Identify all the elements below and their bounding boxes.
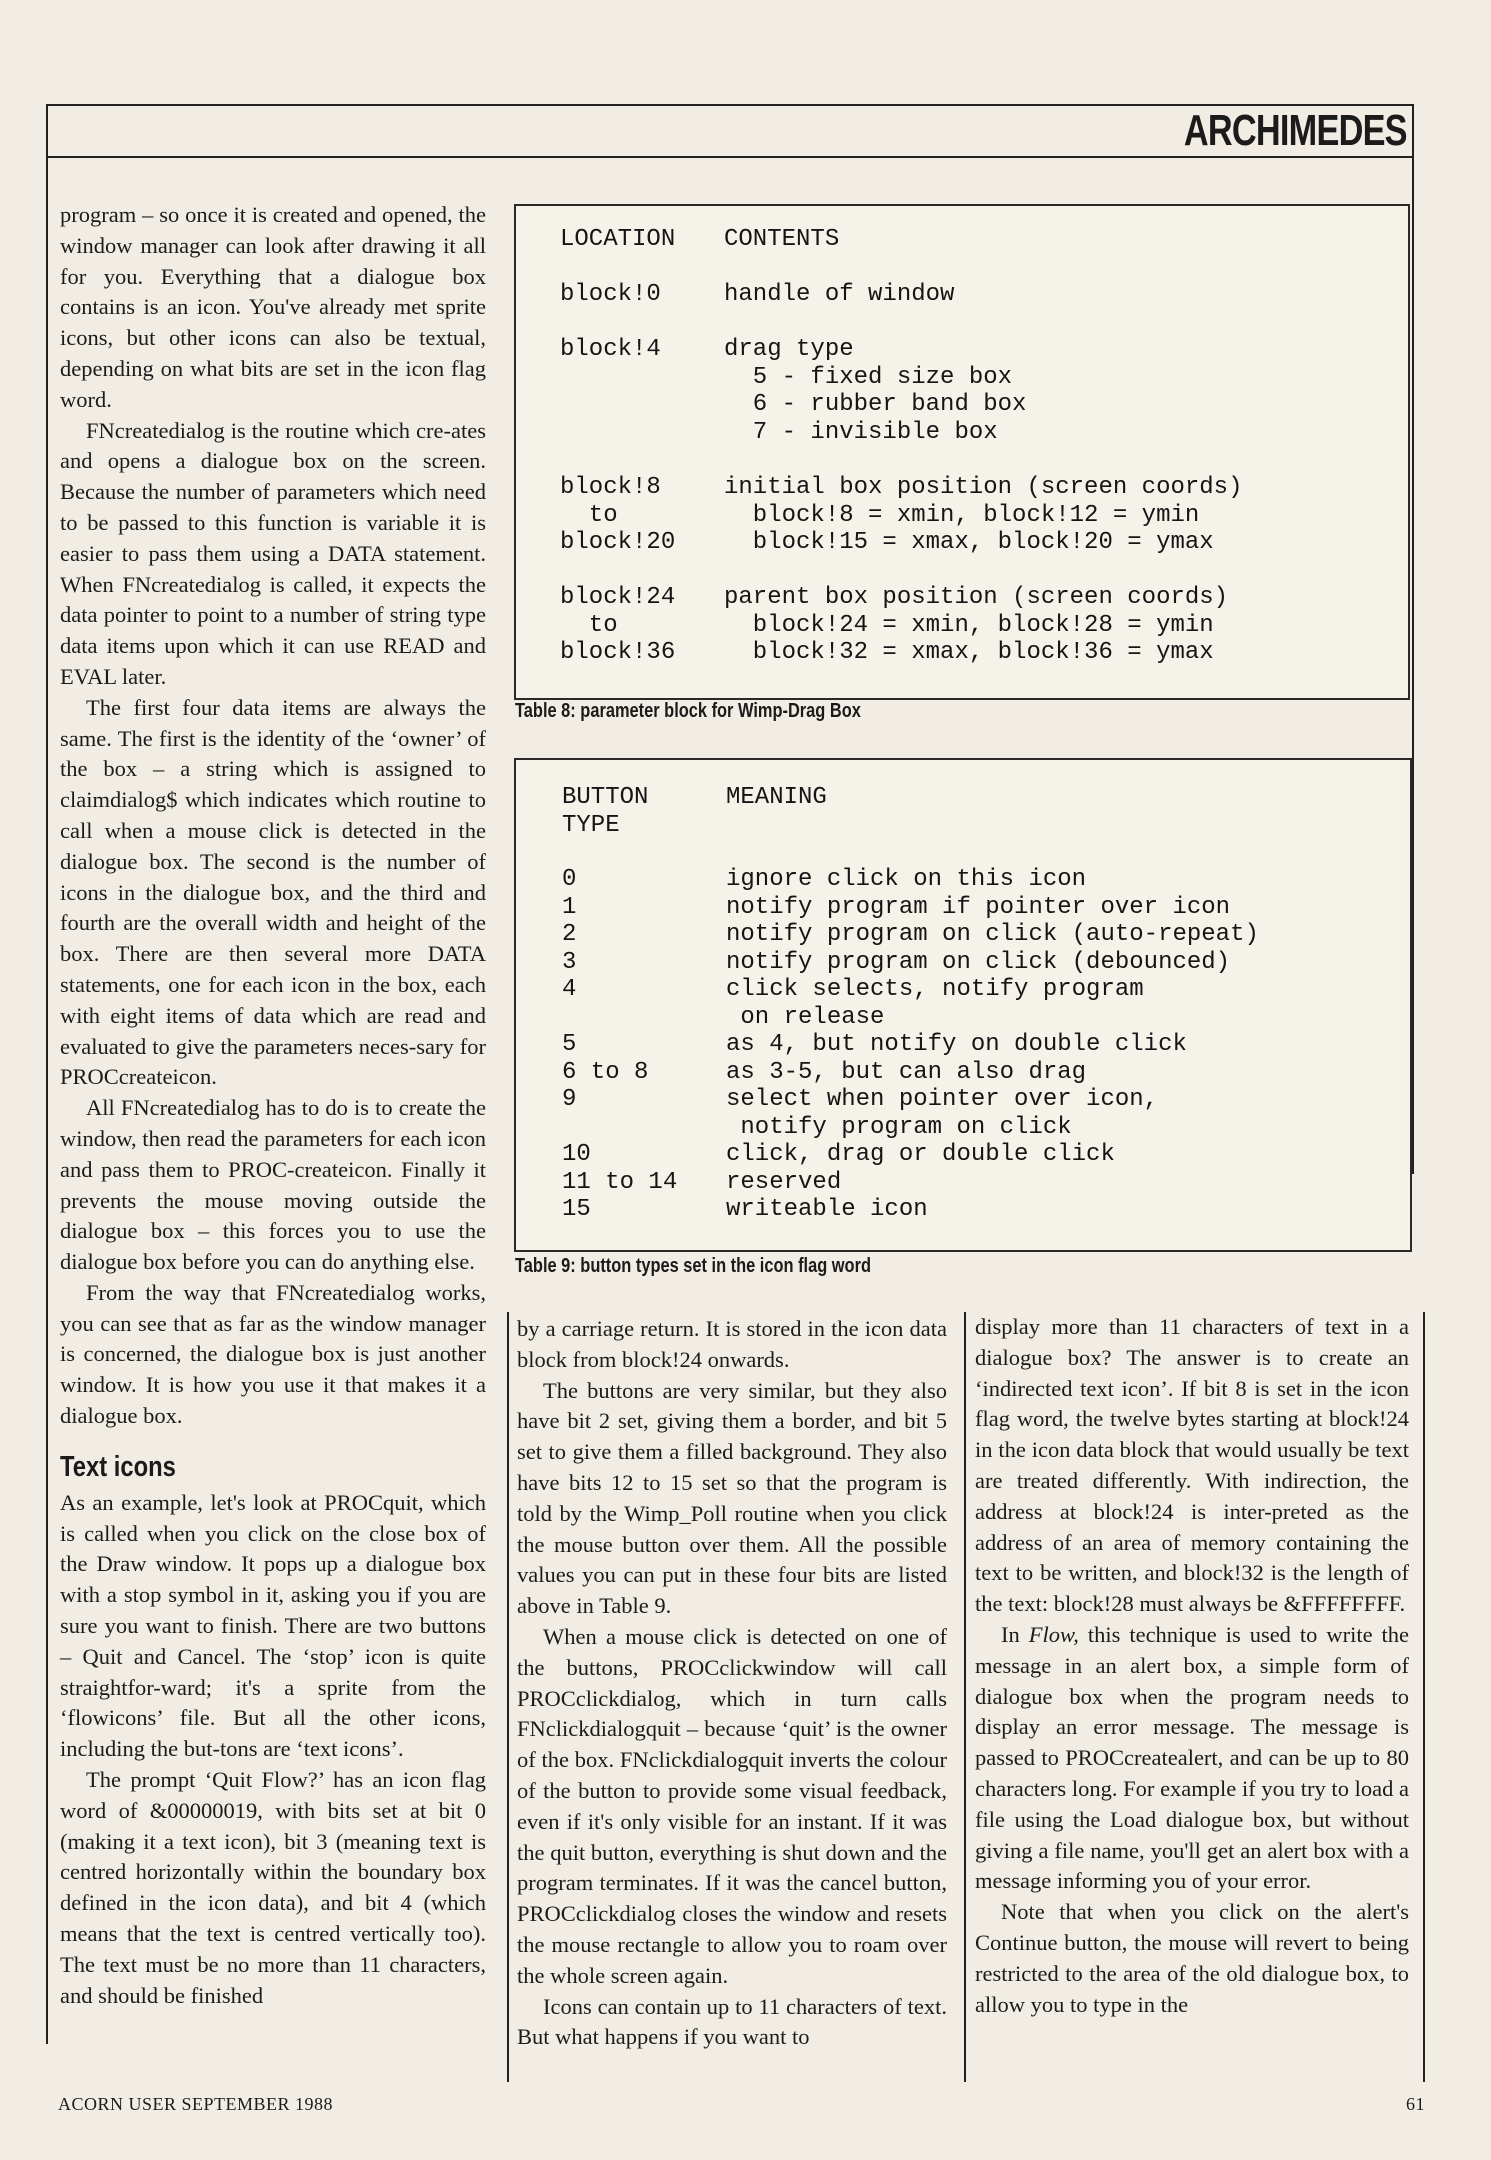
table-9-meanings: ignore click on this icon notify program if pointer over icon notify program on click (auto-repeat) notify program on click (debounced) click selects, notify program on release as 4, but notify on double click as 3-5, but can also drag select when pointer over icon, notify program on click click, drag or double click reserved writeable icon — [726, 866, 1259, 1223]
page-frame-left — [46, 104, 48, 2044]
table-8-contents: handle of window — [724, 281, 955, 308]
paragraph: From the way that FNcreatedialog works, you can see that as far as the window manager is concerned, the dialogue box is just another window. It is how you use it that makes it a dialogue box. — [60, 1279, 486, 1429]
column-rule — [1423, 1312, 1425, 2082]
table-8-location: block!8 to block!20 — [560, 474, 676, 556]
page-number: 61 — [1406, 2094, 1425, 2114]
paragraph: Icons can contain up to 11 characters of text. But what happens if you want to — [517, 1993, 947, 2050]
footer-publication: ACORN USER SEPTEMBER 1988 — [58, 2094, 334, 2114]
paragraph: program – so once it is created and opened, the window manager can look after drawing it all for you. Everything that a dialogue box contains is an icon. You've already met sprite icons, but other icons can also be textual, depending on what bits are set in the icon flag word. — [60, 202, 486, 412]
paragraph: by a carriage return. It is stored in the icon data block from block!24 onwards. — [517, 1316, 947, 1372]
right-column — [975, 1312, 1409, 2020]
table-8-location: block!4 — [560, 336, 661, 363]
table-8-header-contents: CONTENTS — [724, 226, 840, 253]
column-rule — [964, 1312, 966, 2082]
paragraph — [975, 1620, 1409, 1897]
left-column — [60, 200, 486, 2011]
paragraph-text: this technique is used to write the message in an alert box, a simple form of dialogue box when the program needs to display an error message. The message is passed to PROCcreatealert, and can be up to 80 characters long. For example if you try to load a file using the Load dialogue box, but without giving a file name, you'll get an alert box with a message informing you of your error. — [975, 1621, 1409, 1894]
table-9-header-type: BUTTON TYPE — [562, 784, 649, 839]
paragraph: The first four data items are always the same. The first is the identity of the ‘owner’ of the box – a string which is assigned to claimdialog$ which indicates which routine to call when a mouse click is detected in the dialogue box. The second is the number of icons in the dialogue box, and the third and fourth are the overall width and height of the box. There are then several more DATA statements, one for each icon in the box, each with eight items of data which are read and evaluated to give the parameters neces-sary for PROCcreateicon. — [60, 694, 486, 1090]
table-8-contents: drag type 5 - fixed size box 6 - rubber band box 7 - invisible box — [724, 336, 1027, 446]
table-8-caption: Table 8: parameter block for Wimp-Drag Box — [515, 700, 861, 722]
table-9-types: 0 1 2 3 4 5 6 to 8 9 10 11 to 14 15 — [562, 866, 678, 1223]
paragraph: Note that when you click on the alert's Continue button, the mouse will revert to being restricted to the area of the old dialogue box, to allow you to type in the — [975, 1899, 1409, 2017]
paragraph: As an example, let's look at PROCquit, which is called when you click on the close box of the Draw window. It pops up a dialogue box with a stop symbol in it, asking you if you are sure you want to finish. There are two buttons – Quit and Cancel. The ‘stop’ icon is quite straightfor-ward; it's a sprite from the ‘flowicons’ file. But all the other icons, including the but-tons are ‘text icons’. — [60, 1489, 486, 1762]
paragraph: All FNcreatedialog has to do is to create the window, then read the parameters for each icon and pass them to PROC-createicon. Finally it prevents the mouse moving outside the dialogue box – this forces you to use the dialogue box before you can do anything else. — [60, 1095, 486, 1275]
table-8-location: block!0 — [560, 281, 661, 308]
table-9-caption: Table 9: button types set in the icon flag word — [515, 1255, 871, 1277]
paragraph: The prompt ‘Quit Flow?’ has an icon flag word of &00000019, with bits set at bit 0 (making it a text icon), bit 3 (meaning text is centred horizontally within the boundary box defined in the icon data), and bit 4 (which means that the text is centred vertically too). The text must be no more than 11 characters, and should be finished — [60, 1767, 486, 2008]
paragraph-text: In — [1001, 1621, 1029, 1647]
emphasis-text: Flow, — [1028, 1621, 1079, 1647]
table-8-location: block!24 to block!36 — [560, 584, 676, 666]
table-8-contents: parent box position (screen coords) block!24 = xmin, block!28 = ymin block!32 = xmax, block!36 = ymax — [724, 584, 1229, 666]
page-frame-right — [1412, 104, 1414, 1174]
paragraph: FNcreatedialog is the routine which cre-ates and opens a dialogue box on the screen. Because the number of parameters which need to be passed to this function is variable it is easier to pass them using a DATA statement. When FNcreatedialog is called, it expects the data pointer to point to a number of string type data items upon which it can use READ and EVAL later. — [60, 417, 486, 689]
middle-column — [517, 1314, 947, 2053]
paragraph: The buttons are very similar, but they also have bit 2 set, giving them a border, and bit 5 set to give them a filled background. They also have bits 12 to 15 set so that the program is told by the Wimp_Poll routine when you click the mouse button over them. All the possible values you can put in these four bits are listed above in Table 9. — [517, 1377, 947, 1619]
paragraph: When a mouse click is detected on one of the buttons, PROCclickwindow will call PROCclickdialog, which in turn calls FNclickdialogquit – because ‘quit’ is the owner of the box. FNclickdialogquit inverts the colour of the button to provide some visual feedback, even if it's only visible for an instant. If it was the quit button, everything is shut down and the program terminates. If it was the cancel button, PROCclickdialog closes the window and resets the mouse rectangle to allow you to roam over the whole screen again. — [517, 1623, 947, 1988]
section-title: ARCHIMEDES — [1184, 106, 1407, 155]
header-rule — [46, 156, 1412, 158]
table-8-header-location: LOCATION — [560, 226, 676, 253]
section-heading: Text icons — [60, 1450, 176, 1483]
table-8-contents: initial box position (screen coords) block!8 = xmin, block!12 = ymin block!15 = xmax, block!20 = ymax — [724, 474, 1243, 556]
paragraph: display more than 11 characters of text in a dialogue box? The answer is to create an ‘indirected text icon’. If bit 8 is set in the icon flag word, the twelve bytes starting at block!24 in the icon data block that would usually be text are treated differently. With indirection, the address at block!24 is inter-preted as the address of an area of memory containing the text to be written, and block!32 is the length of the text: block!28 must always be &FFFFFFFF. — [975, 1314, 1409, 1617]
table-9-header-meaning: MEANING — [726, 784, 827, 811]
column-rule — [507, 1312, 509, 2082]
